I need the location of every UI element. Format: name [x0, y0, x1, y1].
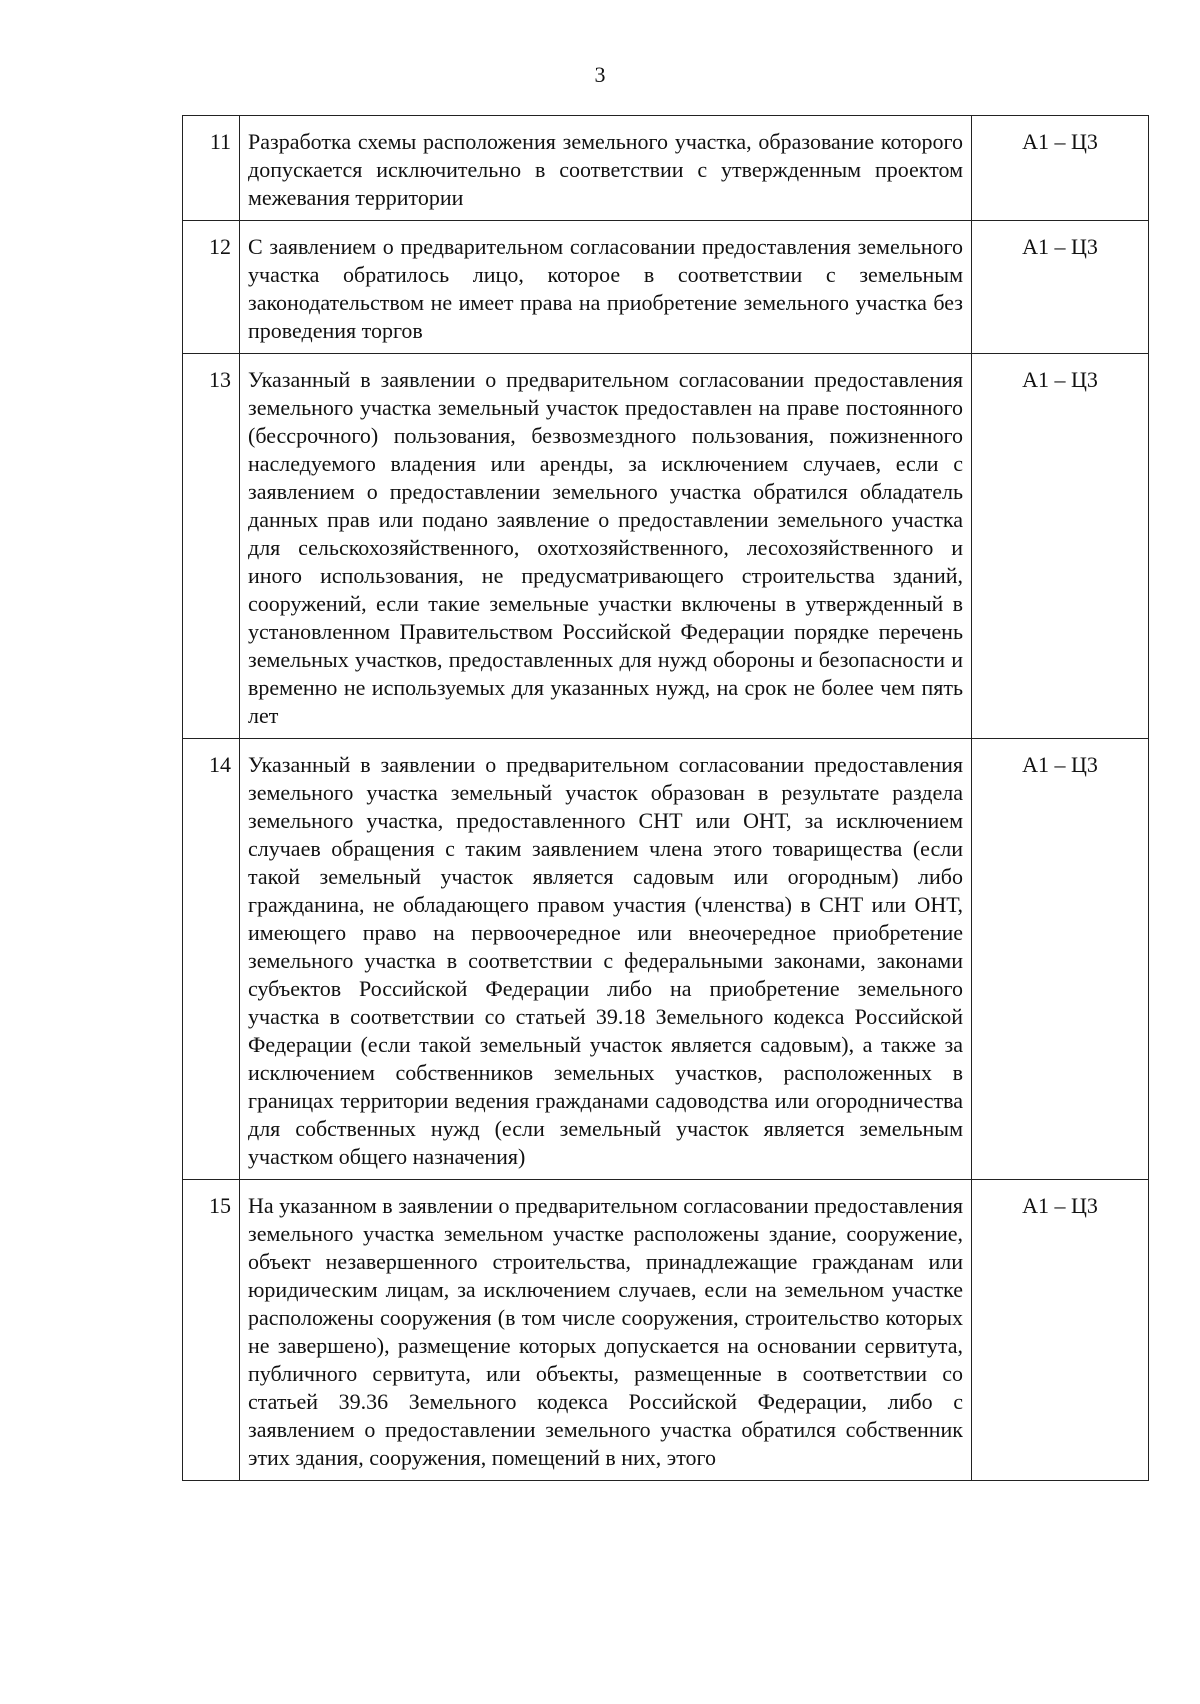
row-code: А1 – Ц3	[972, 354, 1149, 739]
table-row	[183, 354, 1149, 739]
row-number: 12	[183, 221, 240, 354]
row-number: 13	[183, 354, 240, 739]
row-code: А1 – Ц3	[972, 221, 1149, 354]
row-text: На указанном в заявлении о предварительном согласовании предоставления земельного участка земельном участке расположены здание, сооружение, объект незавершенного строительства, принадлежащие гражданам или юридическим лицам, за исключением случаев, если на земельном участке расположены сооружения (в том числе сооружения, строительство которых не завершено), размещение которых допускается на основании сервитута, публичного сервитута, или объекты, размещенные в соответствии со статьей 39.36 Земельного кодекса Российской Федерации, либо с заявлением о предоставлении земельного участка обратился собственник этих здания, сооружения, помещений в них, этого	[240, 1180, 972, 1481]
row-text: С заявлением о предварительном согласовании предоставления земельного участка обратилось лицо, которое в соответствии с земельным законодательством не имеет права на приобретение земельного участка без проведения торгов	[240, 221, 972, 354]
row-text: Указанный в заявлении о предварительном согласовании предоставления земельного участка земельный участок образован в результате раздела земельного участка, предоставленного СНТ или ОНТ, за исключением случаев обращения с таким заявлением члена этого товарищества (если такой земельный участок является садовым или огородным) либо гражданина, не обладающего правом участия (членства) в СНТ или ОНТ, имеющего право на первоочередное или внеочередное приобретение земельного участка в соответствии с федеральными законами, законами субъектов Российской Федерации либо на приобретение земельного участка в соответствии со статьей 39.18 Земельного кодекса Российской Федерации (если такой земельный участок является садовым), а также за исключением собственников земельных участков, расположенных в границах территории ведения гражданами садоводства или огородничества для собственных нужд (если земельный участок является земельным участком общего назначения)	[240, 739, 972, 1180]
row-number: 11	[183, 116, 240, 221]
table-row	[183, 116, 1149, 221]
row-text: Разработка схемы расположения земельного участка, образование которого допускается исключительно в соответствии с утвержденным проектом межевания территории	[240, 116, 972, 221]
page-number: 3	[594, 62, 606, 87]
row-number: 14	[183, 739, 240, 1180]
row-code: А1 – Ц3	[972, 739, 1149, 1180]
table-row	[183, 739, 1149, 1180]
table-row	[183, 221, 1149, 354]
row-number: 15	[183, 1180, 240, 1481]
grounds-table	[182, 115, 1149, 1481]
table-row	[183, 1180, 1149, 1481]
row-code: А1 – Ц3	[972, 116, 1149, 221]
row-code: А1 – Ц3	[972, 1180, 1149, 1481]
row-text: Указанный в заявлении о предварительном согласовании предоставления земельного участка земельный участок предоставлен на праве постоянного (бессрочного) пользования, безвозмездного пользования, пожизненного наследуемого владения или аренды, за исключением случаев, если с заявлением о предоставлении земельного участка обратился обладатель данных прав или подано заявление о предоставлении земельного участка для сельскохозяйственного, охотхозяйственного, лесохозяйственного и иного использования, не предусматривающего строительства зданий, сооружений, если такие земельные участки включены в утвержденный в установленном Правительством Российской Федерации порядке перечень земельных участков, предоставленных для нужд обороны и безопасности и временно не используемых для указанных нужд, на срок не более чем пять лет	[240, 354, 972, 739]
